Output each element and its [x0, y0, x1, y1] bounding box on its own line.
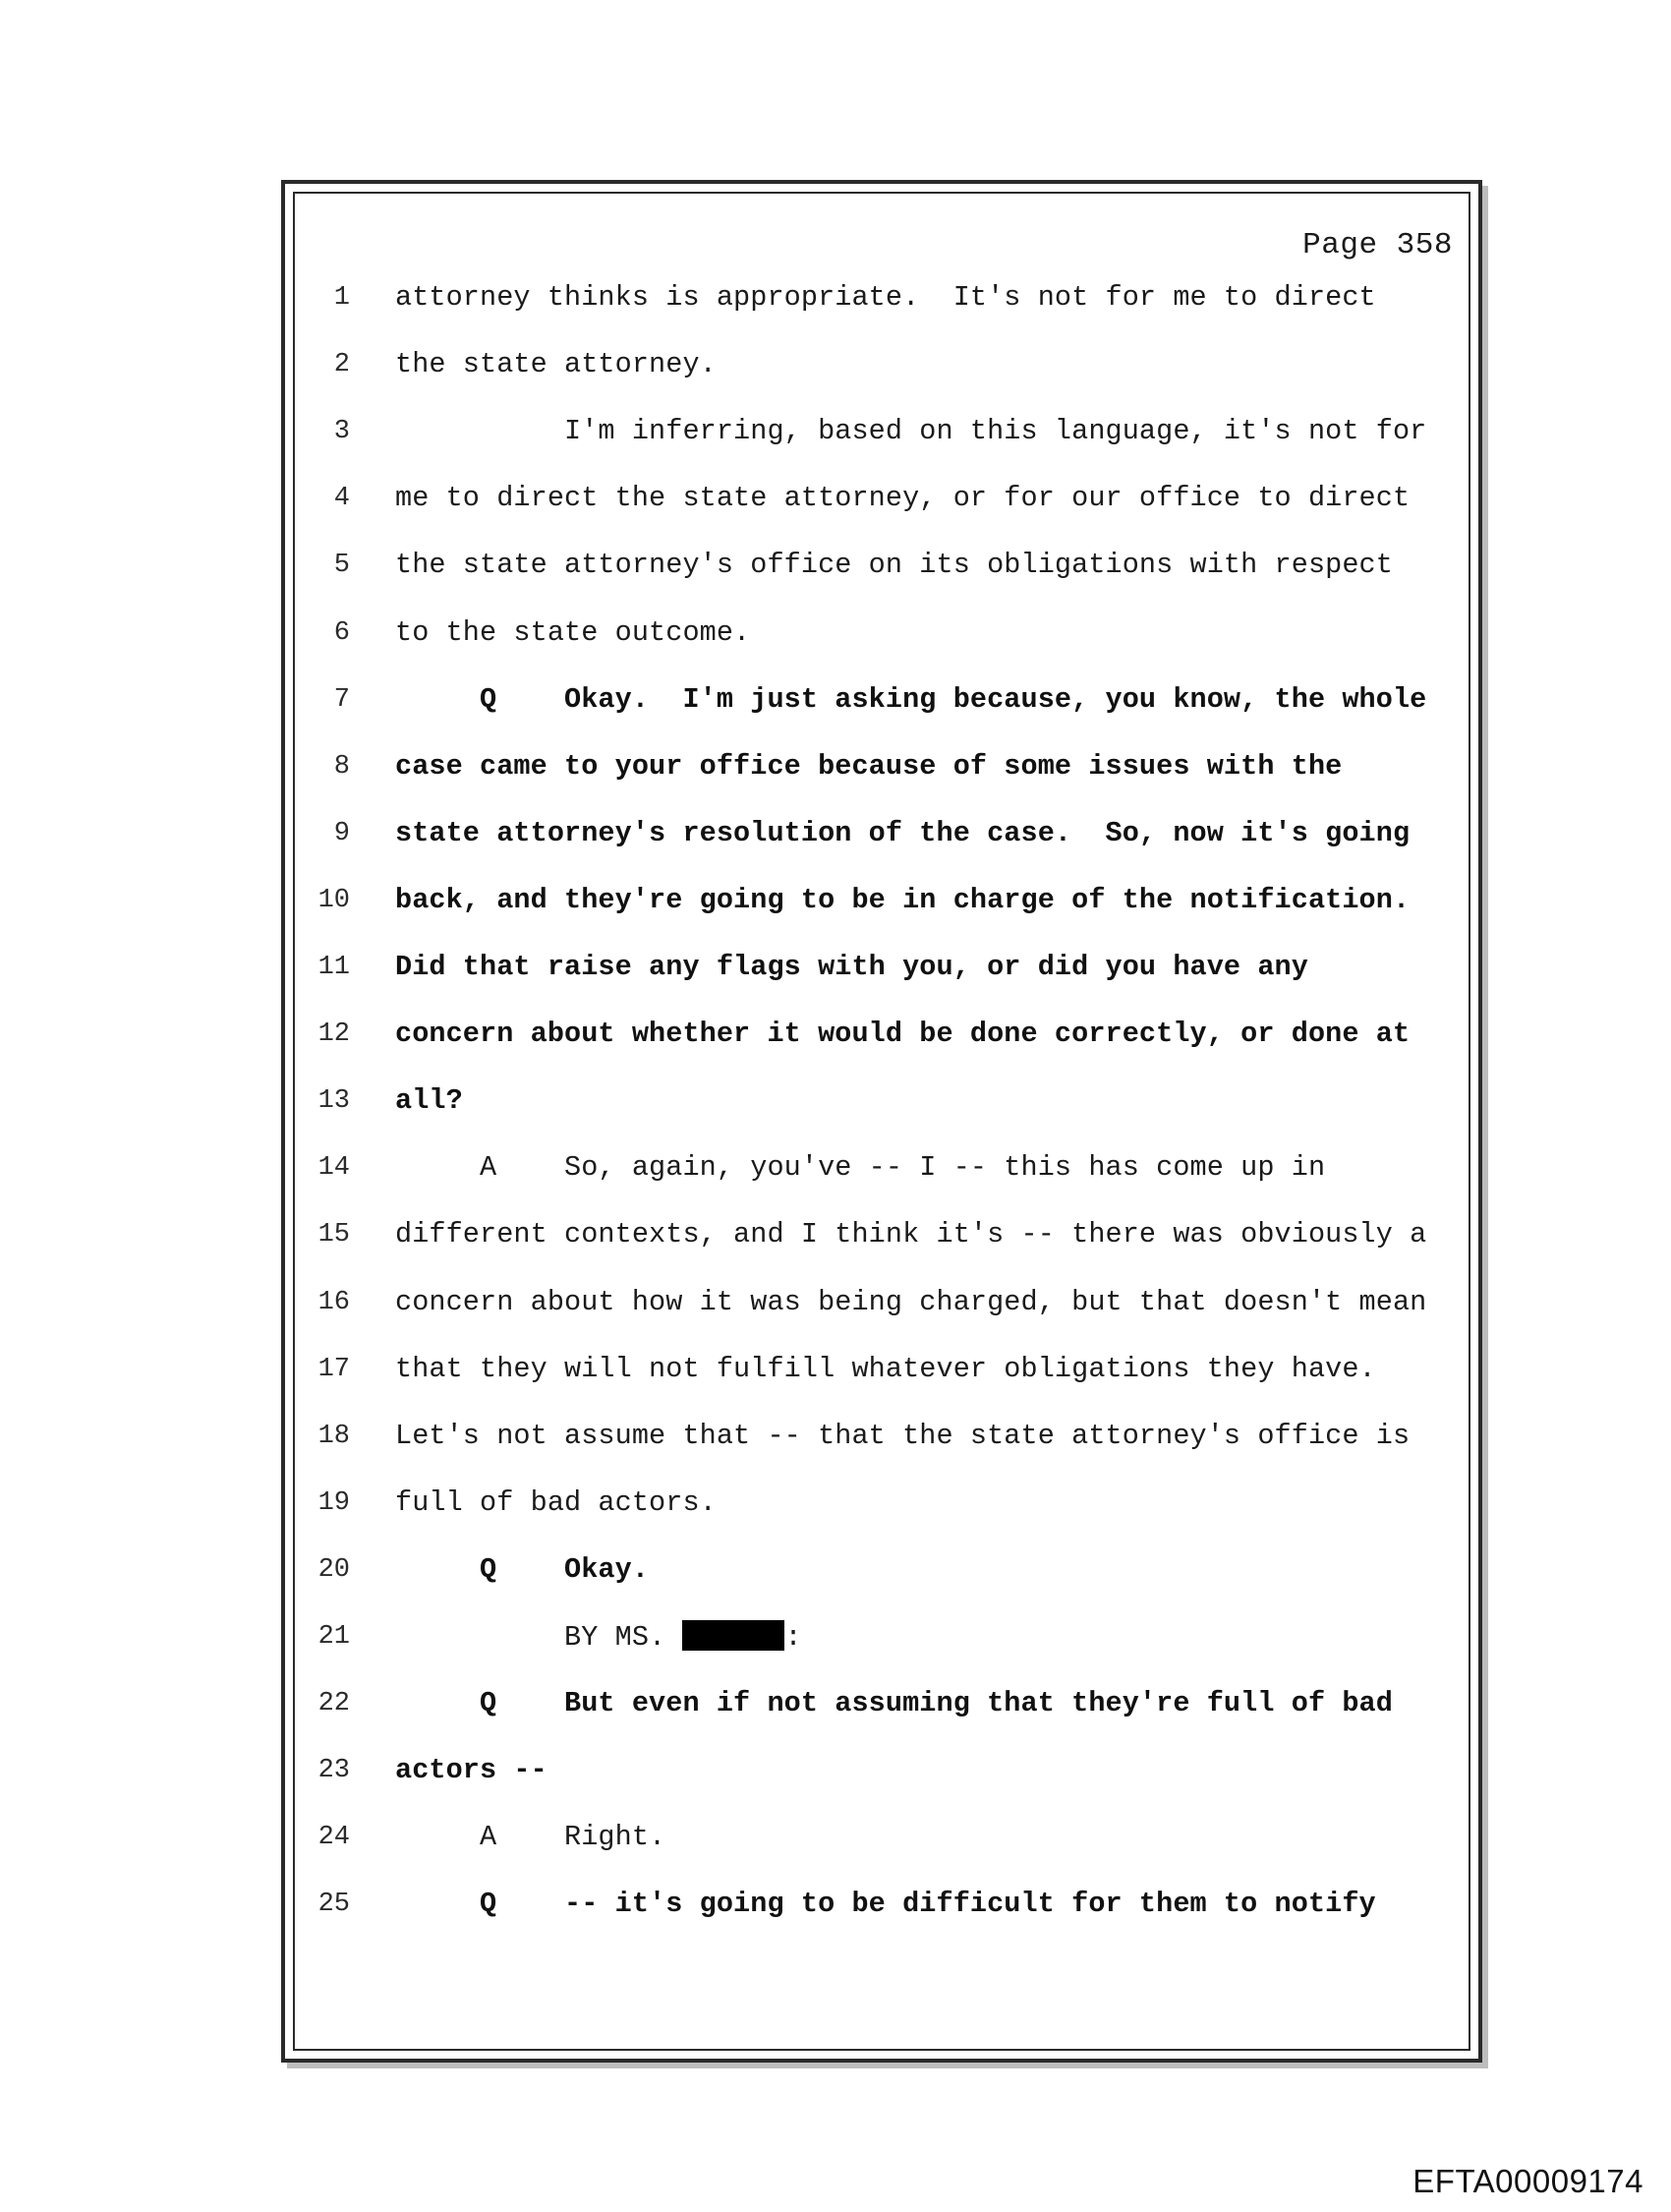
- transcript-line: Q Okay. I'm just asking because, you know, the whole: [395, 683, 1427, 716]
- transcript-line: Q But even if not assuming that they're full of bad: [395, 1687, 1393, 1719]
- line-number: 13: [317, 1086, 350, 1116]
- line-number: 7: [333, 685, 350, 715]
- line-number: 3: [333, 417, 350, 446]
- line-number: 12: [317, 1019, 350, 1049]
- transcript-line: me to direct the state attorney, or for our office to direct: [395, 482, 1411, 514]
- transcript-line: A Right.: [395, 1821, 666, 1853]
- line-number: 9: [333, 819, 350, 848]
- transcript-line: all?: [395, 1084, 463, 1117]
- transcript-line: that they will not fulfill whatever obligations they have.: [395, 1353, 1376, 1385]
- transcript-line: back, and they're going to be in charge of the notification.: [395, 884, 1411, 916]
- line-number: 17: [317, 1355, 350, 1384]
- transcript-line: attorney thinks is appropriate. It's not for me to direct: [395, 281, 1376, 314]
- transcript-line: full of bad actors.: [395, 1486, 717, 1519]
- line-number: 19: [317, 1488, 350, 1518]
- line-number: 18: [317, 1422, 350, 1451]
- line-number: 14: [317, 1153, 350, 1183]
- transcript-line: concern about how it was being charged, but that doesn't mean: [395, 1286, 1427, 1318]
- transcript-line: concern about whether it would be done correctly, or done at: [395, 1018, 1411, 1050]
- transcript-line: Q Okay.: [395, 1553, 650, 1586]
- transcript-line: different contexts, and I think it's -- there was obviously a: [395, 1218, 1427, 1251]
- line-number: 8: [333, 752, 350, 782]
- transcript-line: the state attorney.: [395, 348, 717, 380]
- transcript-line: Q -- it's going to be difficult for them to notify: [395, 1888, 1376, 1920]
- transcript-line: A So, again, you've -- I -- this has come up in: [395, 1151, 1326, 1184]
- redaction-box: [682, 1620, 784, 1651]
- page-number: Page 358: [1302, 228, 1453, 262]
- transcript-line-text: BY MS.: [395, 1621, 683, 1654]
- line-number: 6: [333, 618, 350, 648]
- document-id: EFTA00009174: [1412, 2163, 1643, 2199]
- line-number: 4: [333, 484, 350, 513]
- line-number: 10: [317, 886, 350, 915]
- line-number: 20: [317, 1555, 350, 1585]
- transcript-line: to the state outcome.: [395, 616, 751, 649]
- line-number: 21: [317, 1622, 350, 1652]
- transcript-line: Did that raise any flags with you, or did you have any: [395, 951, 1308, 983]
- line-number: 23: [317, 1756, 350, 1785]
- transcript-line: Let's not assume that -- that the state attorney's office is: [395, 1420, 1411, 1452]
- line-number: 25: [317, 1890, 350, 1919]
- line-number: 15: [317, 1220, 350, 1250]
- line-number: 5: [333, 551, 350, 580]
- transcript-line: [395, 1620, 802, 1654]
- line-number: 11: [317, 953, 350, 982]
- transcript-line: actors --: [395, 1754, 547, 1786]
- transcript-line: case came to your office because of some issues with the: [395, 750, 1343, 783]
- line-number: 2: [333, 350, 350, 379]
- transcript-line-suffix: :: [784, 1621, 802, 1654]
- line-number: 1: [333, 283, 350, 313]
- transcript-line: I'm inferring, based on this language, it's not for: [395, 415, 1427, 447]
- line-number: 22: [317, 1689, 350, 1718]
- line-number: 24: [317, 1823, 350, 1852]
- line-number: 16: [317, 1288, 350, 1317]
- transcript-line: state attorney's resolution of the case. So, now it's going: [395, 817, 1411, 849]
- transcript-line: the state attorney's office on its obligations with respect: [395, 549, 1393, 581]
